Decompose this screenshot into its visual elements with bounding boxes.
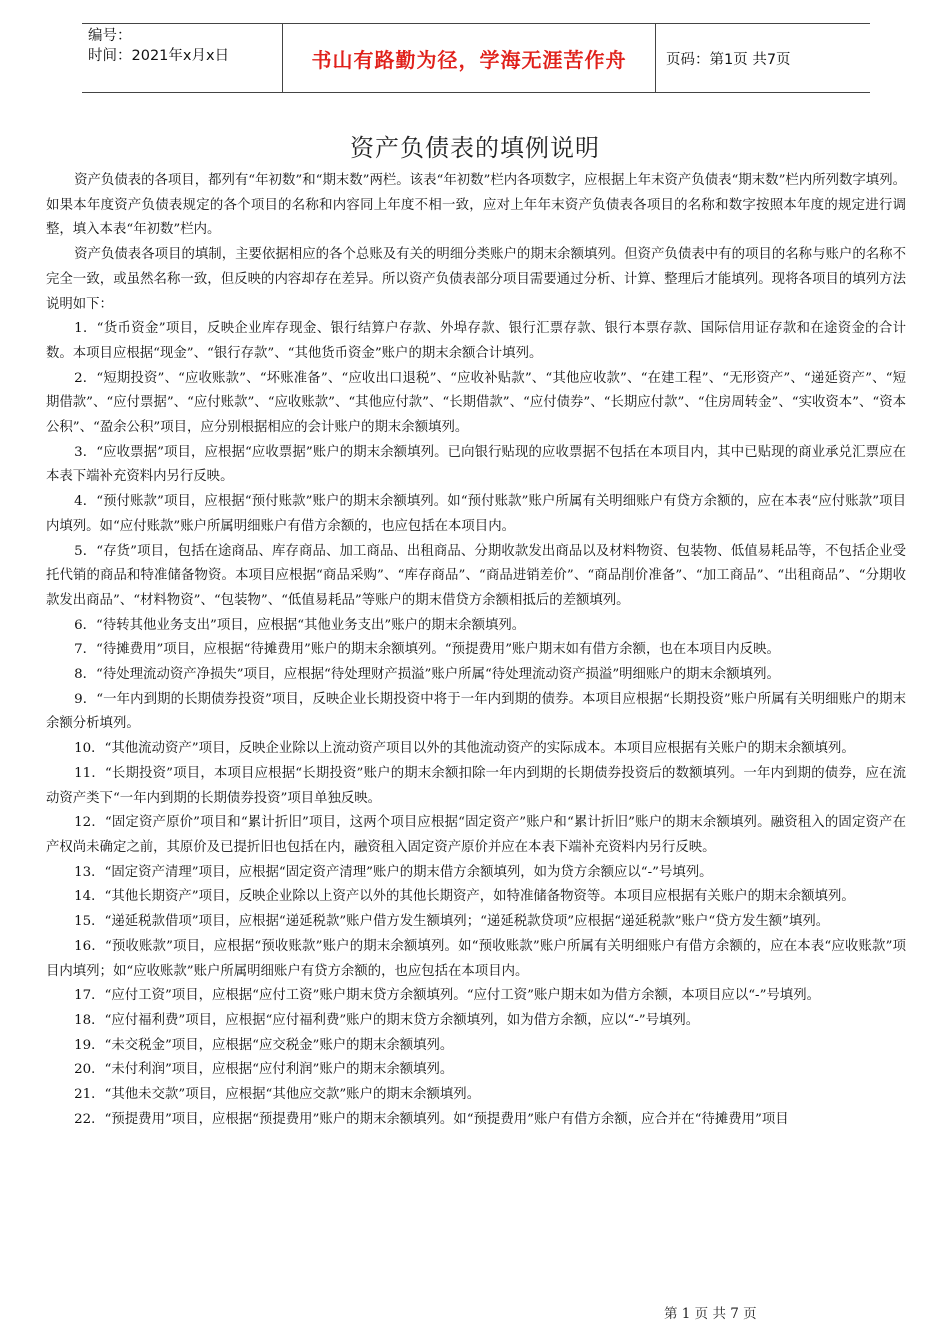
header-page-info-cell [656,24,870,92]
document-title: 资产负债表的填例说明 [350,134,600,162]
list-item: 7．“待摊费用”项目，应根据“待摊费用”账户的期末余额填列。“预提费用”账户期末如有借方余额，也在本项目内反映。 [74,642,780,658]
list-item: 2．“短期投资”、“应收账款”、“坏账准备”、“应收出口退税”、“应收补贴款”、“其他应收款”、“在建工程”、“无形资产”、“递延资产”、“短期借款”、“应付票据”、“应付账款”、“应收账款”、“其他应付款”、“长期借款”、“应付债券”、“长期应付款”、“住房周转金”、“实收资本”、“资本公积”、“盈余公积”项目，应分别根据相应的会计账户的期末余额填列。 [46,370,907,436]
page-header [82,23,870,93]
header-page-info: 页码：第1页 共7页 [666,51,791,68]
list-item: 18．“应付福利费”项目，应根据“应付福利费”账户的期末贷方余额填列，如为借方余额，应以“-”号填列。 [74,1012,700,1028]
list-item: 11．“长期投资”项目，本项目应根据“长期投资”账户的期末余额扣除一年内到期的长期债券投资后的数额填列。一年内到期的债券，应在流动资产类下“一年内到期的长期债券投资”项目单独反映。 [46,765,906,806]
list-item: 9．“一年内到期的长期债券投资”项目，反映企业长期投资中将于一年内到期的债券。本项目应根据“长期投资”账户所属有关明细账户的期末余额分析填列。 [46,691,906,732]
list-item: 21．“其他未交款”项目，应根据“其他应交款”账户的期末余额填列。 [74,1087,481,1103]
document-number-label: 编号： [88,28,132,44]
list-item: 15．“递延税款借项”项目，应根据“递延税款”账户借方发生额填列；“递延税款贷项”应根据“递延税款”账户“贷方发生额”填列。 [74,914,830,930]
page-footer: 第 1 页 共 7 页 [664,1306,757,1322]
intro-paragraph: 资产负债表的各项目，都列有“年初数”和“期末数”两栏。该表“年初数”栏内各项数字，应根据上年末资产负债表“期末数”栏内所列数字填列。如果本年度资产负债表规定的各个项目的名称和内容同上年度不相一致，应对上年年末资产负债表各项目的名称和数字按照本年度的规定进行调整，填入本表“年初数”栏内。 [46,173,906,238]
document-body [46,169,906,1132]
header-motto-cell [282,24,656,92]
list-item: 13．“固定资产清理”项目，应根据“固定资产清理”账户的期末借方余额填列，如为贷方余额应以“-”号填列。 [74,864,713,880]
document-time-label: 时间：2021年x月x日 [88,48,230,64]
list-item: 16．“预收账款”项目，应根据“预收账款”账户的期末余额填列。如“预收账款”账户所属有关明细账户有借方余额的，应在本表“应收账款”项目内填列；如“应收账款”账户所属明细账户有贷方余额的，也应包括在本项目内。 [46,938,906,979]
list-item: 1．“货币资金”项目，反映企业库存现金、银行结算户存款、外埠存款、银行汇票存款、银行本票存款、国际信用证存款和在途资金的合计数。本项目应根据“现金”、“银行存款”、“其他货币资金”账户的期末余额合计填列。 [46,321,906,361]
list-item: 12．“固定资产原价”项目和“累计折旧”项目，这两个项目应根据“固定资产”账户和“累计折旧”账户的期末余额填列。融资租入的固定资产在产权尚未确定之前，其原价及已提折旧也包括在内，融资租入固定资产原价并应在本表下端补充资料内另行反映。 [46,815,906,855]
list-item: 14．“其他长期资产”项目，反映企业除以上资产以外的其他长期资产，如特准储备物资等。本项目应根据有关账户的期末余额填列。 [74,889,855,905]
header-meta [82,24,282,92]
list-item: 6．“待转其他业务支出”项目，应根据“其他业务支出”账户的期末余额填列。 [74,617,526,633]
list-item: 22．“预提费用”项目，应根据“预提费用”账户的期末余额填列。如“预提费用”账户有借方余额，应合并在“待摊费用”项目 [74,1111,789,1127]
list-item: 8．“待处理流动资产净损失”项目，应根据“待处理财产损溢”账户所属“待处理流动资产损溢”明细账户的期末余额填列。 [74,667,780,683]
list-item: 3．“应收票据”项目，应根据“应收票据”账户的期末余额填列。已向银行贴现的应收票据不包括在本项目内，其中已贴现的商业承兑汇票应在本表下端补充资料内另行反映。 [46,444,906,485]
header-motto: 书山有路勤为径，学海无涯苦作舟 [311,47,627,72]
list-item: 17．“应付工资”项目，应根据“应付工资”账户期末贷方余额填列。“应付工资”账户期末如为借方余额，本项目应以“-”号填列。 [74,988,820,1004]
list-item: 4．“预付账款”项目，应根据“预付账款”账户的期末余额填列。如“预付账款”账户所属有关明细账户有贷方余额的，应在本表“应付账款”项目内填列。如“应付账款”账户所属明细账户有借方余额的，也应包括在本项目内。 [46,494,906,534]
list-item: 10．“其他流动资产”项目，反映企业除以上流动资产项目以外的其他流动资产的实际成本。本项目应根据有关账户的期末余额填列。 [74,741,855,757]
list-item: 5．“存货”项目，包括在途商品、库存商品、加工商品、出租商品、分期收款发出商品以及材料物资、包装物、低值易耗品等，不包括企业受托代销的商品和特准储备物资。本项目应根据“商品采购”、“库存商品”、“商品进销差价”、“商品削价准备”、“加工商品”、“出租商品”、“分期收款发出商品”、“材料物资”、“包装物”、“低值易耗品”等账户的期末借贷方余额相抵后的差额填列。 [46,543,906,608]
intro-paragraph: 资产负债表各项目的填制，主要依据相应的各个总账及有关的明细分类账户的期末余额填列。但资产负债表中有的项目的名称与账户的名称不完全一致，或虽然名称一致，但反映的内容却存在差异。所以资产负债表部分项目需要通过分析、计算、整理后才能填列。现将各项目的填列方法说明如下： [46,247,906,312]
list-item: 20．“未付利润”项目，应根据“应付利润”账户的期末余额填列。 [74,1062,454,1078]
list-item: 19．“未交税金”项目，应根据“应交税金”账户的期末余额填列。 [74,1037,454,1053]
